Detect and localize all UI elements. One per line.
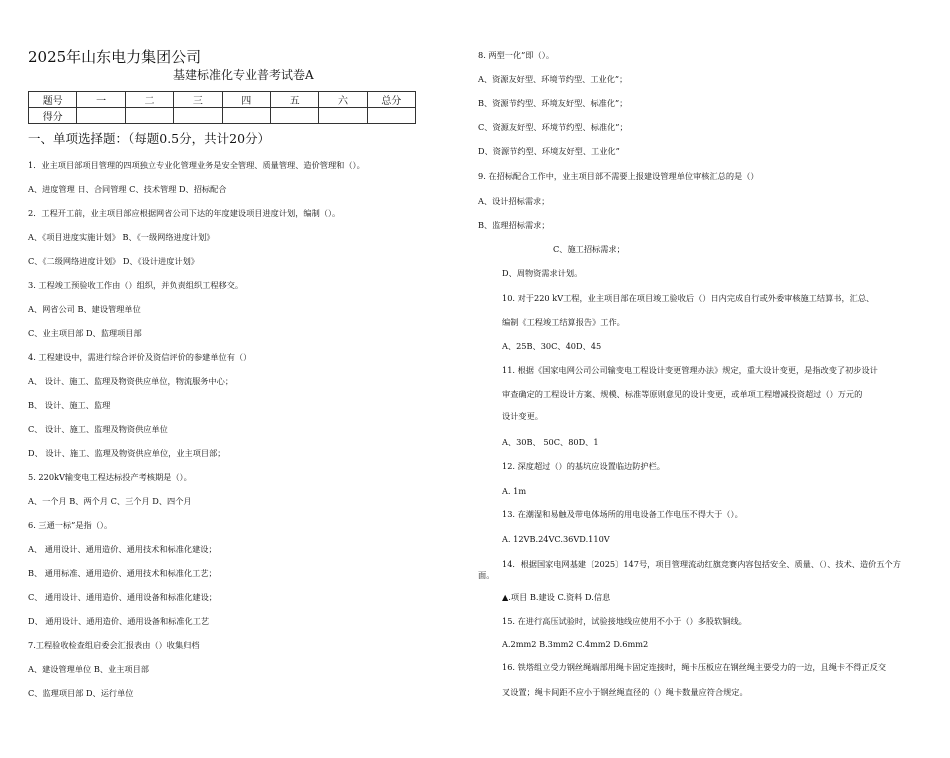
question-line: A、 通用设计、通用造价、通用技术和标准化建设； — [28, 544, 217, 554]
section-title: 一、单项选择题：（每题0.5分，共计20分） — [28, 131, 271, 146]
question-line: A、25B、30C、40D、45 — [502, 341, 602, 351]
question-line: B、 设计、施工、监理 — [28, 400, 111, 410]
question-line: B、 通用标准、通用造价、通用技术和标准化工艺； — [28, 568, 217, 578]
question-line: C、监理项目部 D、运行单位 — [28, 688, 134, 698]
question-line: 5. 220kV输变电工程达标投产考核期是（）。 — [28, 472, 192, 482]
question-line: C、施工招标需求； — [553, 244, 625, 254]
exam-subtitle: 基建标准化专业普考试卷A — [173, 68, 314, 82]
question-line: 2．工程开工前，业主项目部应根据网省公司下达的年度建设项目进度计划，编制（）。 — [28, 208, 341, 218]
score-cell: 一 — [77, 92, 125, 108]
question-line: 4. 工程建设中，需进行综合评价及资信评价的参建单位有（） — [28, 352, 252, 362]
question-line: 叉设置；绳卡间距不应小于钢丝绳直径的（）绳卡数量应符合规定。 — [502, 687, 748, 697]
question-line: D、周物资需求计划。 — [502, 268, 583, 278]
score-table-score-row — [29, 108, 416, 124]
question-line: B、监理招标需求； — [478, 220, 550, 230]
question-line: D、 通用设计、通用造价、通用设备和标准化工艺 — [28, 616, 210, 626]
question-line: A、资源友好型、环境节约型、工业化”； — [478, 74, 628, 84]
question-line: C、 设计、施工、监理及物资供应单位 — [28, 424, 168, 434]
question-line: C、《二级网络进度计划》 D、《设计进度计划》 — [28, 256, 199, 266]
question-line: C、业主项目部 D、监理项目部 — [28, 328, 142, 338]
question-line: C、 通用设计、通用造价、通用设备和标准化建设； — [28, 592, 217, 602]
question-line: 编制《工程竣工结算报告》工作。 — [502, 317, 625, 327]
score-cell: 题号 — [29, 92, 77, 108]
score-cell: 得分 — [29, 108, 77, 124]
question-line: 10. 对于220 kV工程，业主项目部在项目竣工验收后（）日内完成自行或外委审核施工结算书，汇总、 — [502, 293, 875, 303]
question-line: A、建设管理单位 B、业主项目部 — [28, 664, 149, 674]
question-line: 7.工程验收检查组启委会汇报表由（）收集归档 — [28, 640, 200, 650]
question-line: 8. 两型一化”即（）。 — [478, 50, 555, 60]
score-cell: 三 — [174, 92, 222, 108]
question-line: 面。 — [478, 570, 495, 580]
question-line: 设计变更。 — [502, 411, 543, 421]
question-line: D、资源节约型、环境友好型、工业化” — [478, 146, 620, 156]
question-line: A. 12VB.24VC.36VD.110V — [502, 534, 610, 544]
score-cell: 六 — [319, 92, 367, 108]
question-line: 13. 在潮湿和易触及带电体场所的用电设备工作电压不得大于（）。 — [502, 509, 743, 519]
question-line: B、资源节约型、环境友好型、标准化”； — [478, 98, 628, 108]
score-cell — [125, 108, 173, 124]
score-cell: 五 — [270, 92, 318, 108]
question-line: A、 设计、施工、监理及物资供应单位，物流服务中心； — [28, 376, 234, 386]
question-line: 6. 三通一标”是指（）。 — [28, 520, 113, 530]
score-cell — [77, 108, 125, 124]
score-table — [28, 91, 416, 124]
question-line: 审查确定的工程设计方案、规模、标准等原则意见的设计变更，或单项工程增减投资超过（）万元的 — [502, 389, 863, 399]
question-line: 15. 在进行高压试验时，试验接地线应使用不小于（）多股软铜线。 — [502, 616, 747, 626]
question-line: ▲.项目 B.建设 C.资料 D.信息 — [502, 592, 611, 602]
question-line: C、资源友好型、环境节约型、标准化”； — [478, 122, 628, 132]
question-line: D、 设计、施工、监理及物资供应单位，业主项目部； — [28, 448, 226, 458]
question-line: 16. 铁塔组立受力钢丝绳端部用绳卡固定连接时，绳卡压板应在钢丝绳主要受力的一边，且绳卡不得正反交 — [502, 662, 887, 672]
question-line: A. 1m — [502, 486, 527, 496]
question-line: A、设计招标需求； — [478, 196, 550, 206]
score-cell — [222, 108, 270, 124]
question-line: 3. 工程竣工预验收工作由（）组织，并负责组织工程移交。 — [28, 280, 244, 290]
score-cell — [319, 108, 367, 124]
score-cell — [367, 108, 415, 124]
question-line: A、进度管理 日、合同管理 C、技术管理 D、招标配合 — [28, 184, 227, 194]
question-line: A、网省公司 B、建设管理单位 — [28, 304, 141, 314]
score-cell: 总分 — [367, 92, 415, 108]
question-line: A、30B、 50C、80D、1 — [502, 437, 599, 447]
question-line: 9. 在招标配合工作中，业主项目部不需要上报建设管理单位审核汇总的是（） — [478, 171, 759, 181]
exam-title: 2025年山东电力集团公司 — [28, 48, 202, 66]
score-cell — [174, 108, 222, 124]
question-line: 12. 深度超过（）的基坑应设置临边防护栏。 — [502, 461, 665, 471]
question-line: A、《项目进度实施计划》 B、《一级网络进度计划》 — [28, 232, 215, 242]
score-cell: 四 — [222, 92, 270, 108]
score-table-header-row — [29, 92, 416, 108]
question-line: 11. 根据《国家电网公司公司输变电工程设计变更管理办法》规定，重大设计变更，是指改变了初步设计 — [502, 365, 878, 375]
question-line: A、一个月 B、两个月 C、三个月 D、四个月 — [28, 496, 192, 506]
question-line: A.2mm2 B.3mm2 C.4mm2 D.6mm2 — [502, 639, 649, 649]
score-cell — [270, 108, 318, 124]
score-cell: 二 — [125, 92, 173, 108]
question-line: 1．业主项目部项目管理的四项独立专业化管理业务是安全管理、质量管理、造价管理和（）。 — [28, 160, 365, 170]
question-line: 14．根据国家电网基建〔2025〕147号，项目管理流动红旗竞赛内容包括安全、质量、（）、技术、造价五个方 — [502, 559, 901, 569]
